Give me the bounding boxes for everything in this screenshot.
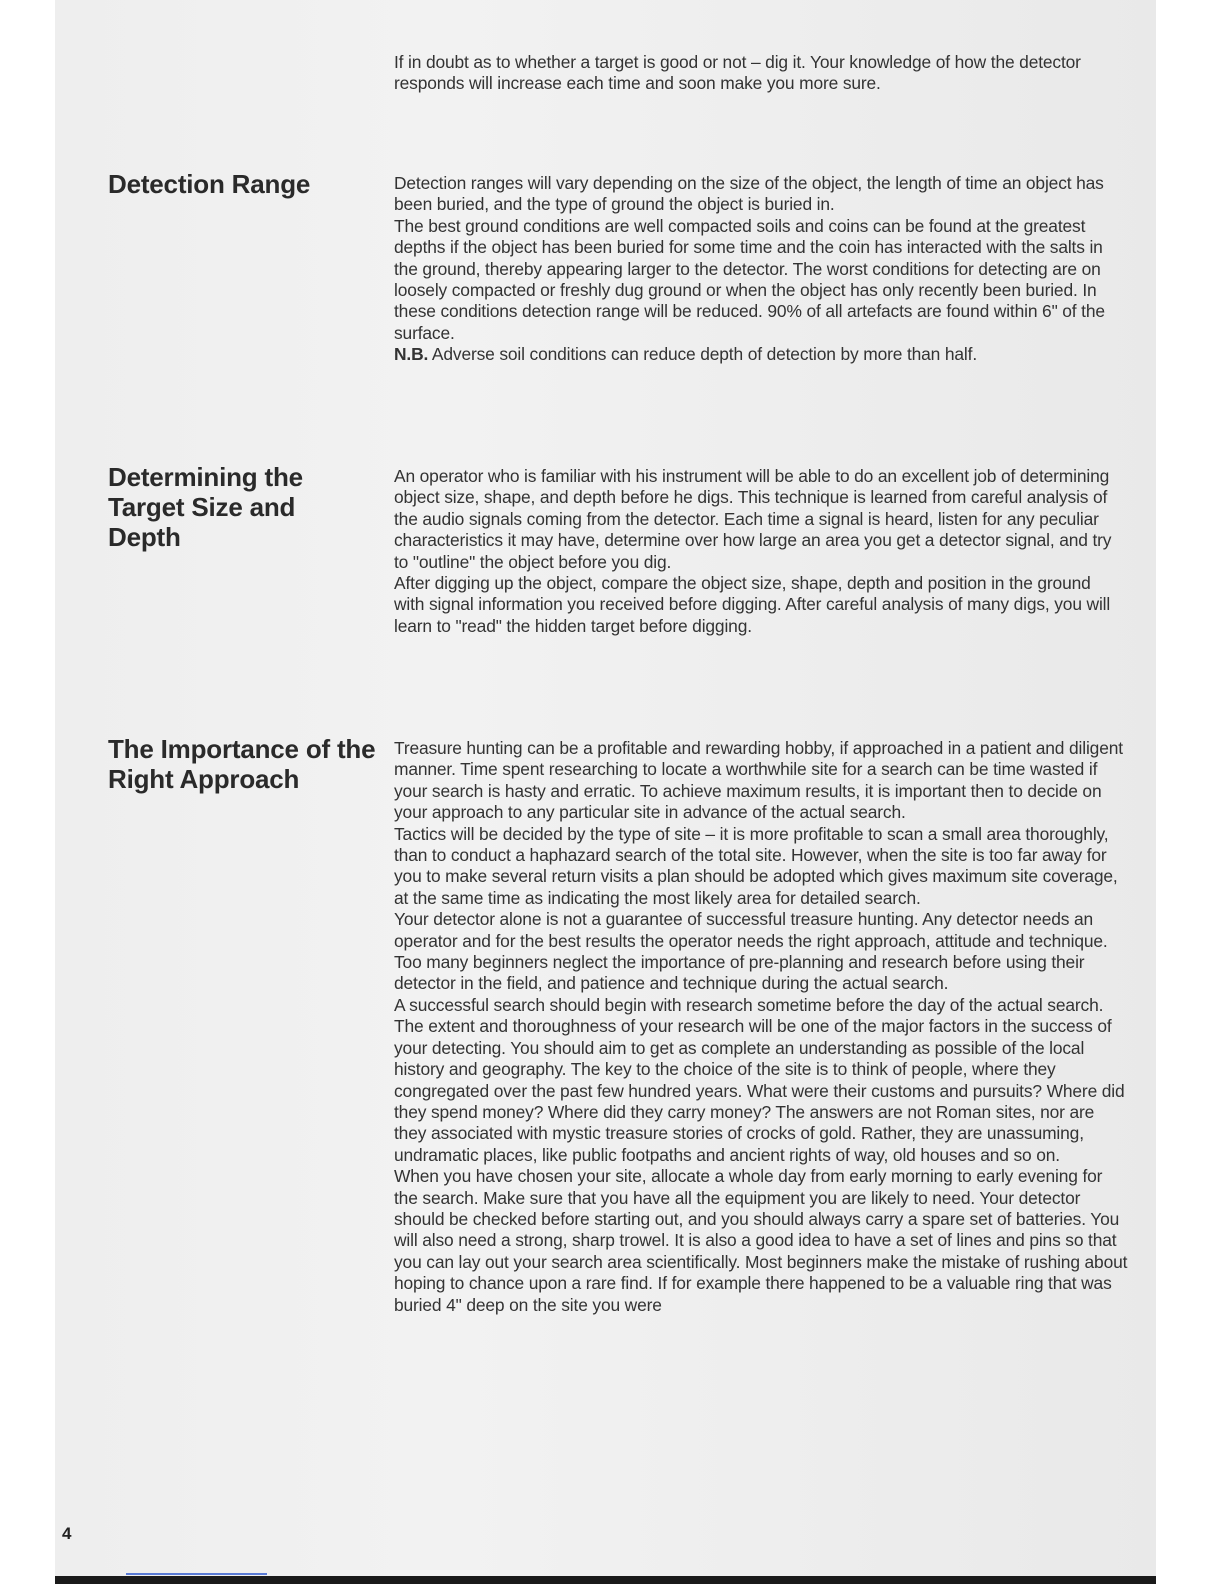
section-target-size-depth xyxy=(394,466,1124,637)
nb-label: N.B. xyxy=(394,344,429,365)
bottom-edge-bar xyxy=(55,1576,1156,1584)
paragraph: An operator who is familiar with his instrument will be able to do an excellent job of determining object size, shape, and depth before he digs. This technique is learned from careful analysis of the audio signals coming from the detector. Each time a signal is heard, listen for any peculiar characteristics it may have, determine over how large an area you get a detector signal, and try to "outline" the object before you dig. xyxy=(394,466,1112,572)
page-margin-left xyxy=(0,0,55,1584)
paragraph: A successful search should begin with research sometime before the day of the actual search. The extent and thoroughness of your research will be one of the major factors in the success of your detecting. You should aim to get as complete an understanding as possible of the local history and geography. The key to the choice of the site is to think of people, where they congregated over the past few hundred years. What were their customs and pursuits? Where did they spend money? Where did they carry money? The answers are not Roman sites, nor are they associated with mystic treasure stories of crocks of gold. Rather, they are unassuming, undramatic places, like public footpaths and ancient rights of way, old houses and so on. xyxy=(394,994,1125,1165)
intro-text: If in doubt as to whether a target is good or not – dig it. Your knowledge of how the detector responds will increase each time and soon make you more sure. xyxy=(394,52,1081,94)
paragraph: Your detector alone is not a guarantee of successful treasure hunting. Any detector needs an operator and for the best results the operator needs the right approach, attitude and technique. Too many beginners neglect the importance of pre-planning and research before using their detector in the field, and patience and technique during the actual search. xyxy=(394,909,1108,994)
heading-target-size-depth: Determining the Target Size and Depth xyxy=(108,462,303,552)
paragraph: After digging up the object, compare the object size, shape, depth and position in the ground with signal information you received before digging. After careful analysis of many digs, you will learn to "read" the hidden target before digging. xyxy=(394,573,1111,636)
page-number: 4 xyxy=(62,1524,72,1543)
paragraph: Detection ranges will vary depending on the size of the object, the length of time an object has been buried, and the type of ground the object is buried in. xyxy=(394,173,1104,215)
heading-right-approach: The Importance of the Right Approach xyxy=(108,734,376,794)
section-detection-range xyxy=(394,173,1124,366)
intro-paragraph xyxy=(394,52,1129,95)
paragraph: The best ground conditions are well compacted soils and coins can be found at the greatest depths if the object has been buried for some time and the coin has interacted with the salts in the ground, thereby appearing larger to the detector. The worst conditions for detecting are on loosely compacted or freshly dug ground or when the object has only recently been buried. In these conditions detection range will be reduced. 90% of all artefacts are found within 6" of the surface. xyxy=(394,215,1105,343)
page-margin-right xyxy=(1156,0,1224,1584)
bottom-underline xyxy=(126,1573,267,1575)
section-right-approach xyxy=(394,738,1130,1316)
paragraph: Treasure hunting can be a profitable and rewarding hobby, if approached in a patient and diligent manner. Time spent researching to locate a worthwhile site for a search can be time wasted if your search is hasty and erratic. To achieve maximum results, it is important then to decide on your approach to any particular site in advance of the actual search. xyxy=(394,738,1123,823)
nb-text: Adverse soil conditions can reduce depth of detection by more than half. xyxy=(431,344,977,365)
heading-detection-range: Detection Range xyxy=(108,169,311,199)
nb-note xyxy=(394,344,1124,365)
paragraph: When you have chosen your site, allocate a whole day from early morning to early evening for the search. Make sure that you have all the equipment you are likely to need. Your detector should be checked before starting out, and you should always carry a spare set of batteries. You will also need a strong, sharp trowel. It is also a good idea to have a set of lines and pins so that you can lay out your search area scientifically. Most beginners make the mistake of rushing about hoping to chance upon a rare find. If for example there happened to be a valuable ring that was buried 4" deep on the site you were xyxy=(394,1166,1128,1315)
paragraph: Tactics will be decided by the type of site – it is more profitable to scan a small area thoroughly, than to conduct a haphazard search of the total site. However, when the site is too far away for you to make several return visits a plan should be adopted which gives maximum site coverage, at the same time as indicating the most likely area for detailed search. xyxy=(394,823,1118,908)
